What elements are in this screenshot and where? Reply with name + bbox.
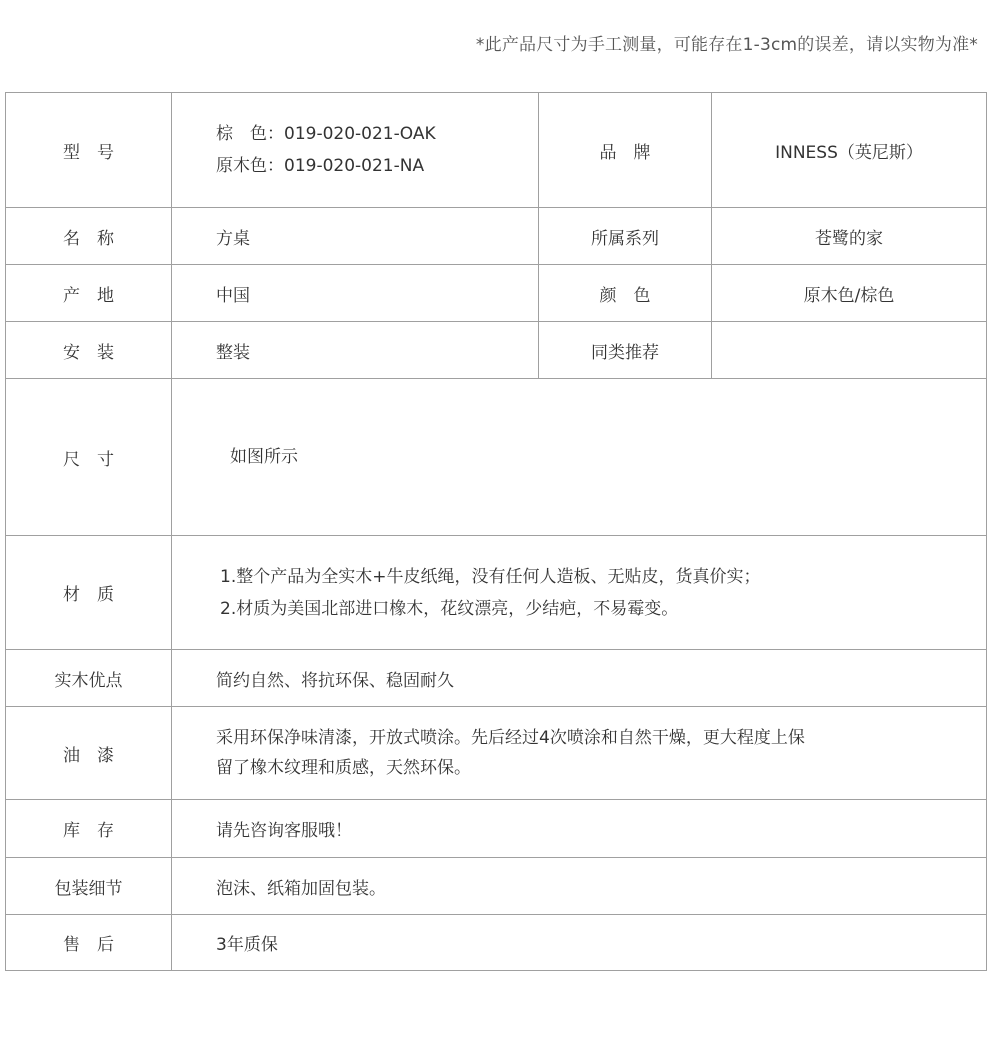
value-model: [172, 93, 539, 208]
label-origin: 产 地: [6, 265, 172, 322]
label-packaging: 包装细节: [6, 858, 172, 915]
material-line-2: 2.材质为美国北部进口橡木，花纹漂亮，少结疤，不易霉变。: [220, 598, 679, 619]
value-stock: 请先咨询客服哦！: [172, 800, 987, 858]
value-color: 原木色/棕色: [712, 265, 987, 322]
label-model: 型 号: [6, 93, 172, 208]
label-paint: 油 漆: [6, 707, 172, 800]
value-paint: [172, 707, 987, 800]
row-stock: [6, 800, 987, 858]
value-origin: 中国: [172, 265, 539, 322]
label-brand: 品 牌: [539, 93, 712, 208]
value-series: 苍鹭的家: [712, 208, 987, 265]
paint-line-2: 留了橡木纹理和质感，天然环保。: [216, 758, 471, 778]
label-advantage: 实木优点: [6, 650, 172, 707]
label-aftersale: 售 后: [6, 915, 172, 971]
label-material: 材 质: [6, 536, 172, 650]
value-install: 整装: [172, 322, 539, 379]
measurement-note: *此产品尺寸为手工测量，可能存在1-3cm的误差，请以实物为准*: [475, 35, 978, 55]
row-model: [6, 93, 987, 208]
value-similar: [712, 322, 987, 379]
value-advantage: 简约自然、将抗环保、稳固耐久: [172, 650, 987, 707]
model-brown: 棕 色：019-020-021-OAK: [216, 124, 436, 144]
row-paint: [6, 707, 987, 800]
label-color: 颜 色: [539, 265, 712, 322]
row-name: [6, 208, 987, 265]
row-aftersale: [6, 915, 987, 971]
value-name: 方桌: [172, 208, 539, 265]
row-material: [6, 536, 987, 650]
spec-table: [5, 92, 987, 971]
value-size: 如图所示: [172, 379, 987, 536]
value-aftersale: 3年质保: [172, 915, 987, 971]
row-origin: [6, 265, 987, 322]
label-size: 尺 寸: [6, 379, 172, 536]
label-name: 名 称: [6, 208, 172, 265]
value-brand: INNESS（英尼斯）: [712, 93, 987, 208]
model-natural: 原木色：019-020-021-NA: [216, 156, 425, 176]
label-series: 所属系列: [539, 208, 712, 265]
row-size: [6, 379, 987, 536]
row-advantage: [6, 650, 987, 707]
value-packaging: 泡沫、纸箱加固包装。: [172, 858, 987, 915]
label-stock: 库 存: [6, 800, 172, 858]
value-material: [172, 536, 987, 650]
label-install: 安 装: [6, 322, 172, 379]
material-line-1: 1.整个产品为全实木+牛皮纸绳，没有任何人造板、无贴皮，货真价实；: [220, 566, 761, 587]
paint-line-1: 采用环保净味清漆，开放式喷涂。先后经过4次喷涂和自然干燥，更大程度上保: [216, 728, 805, 748]
row-packaging: [6, 858, 987, 915]
label-similar: 同类推荐: [539, 322, 712, 379]
row-install: [6, 322, 987, 379]
